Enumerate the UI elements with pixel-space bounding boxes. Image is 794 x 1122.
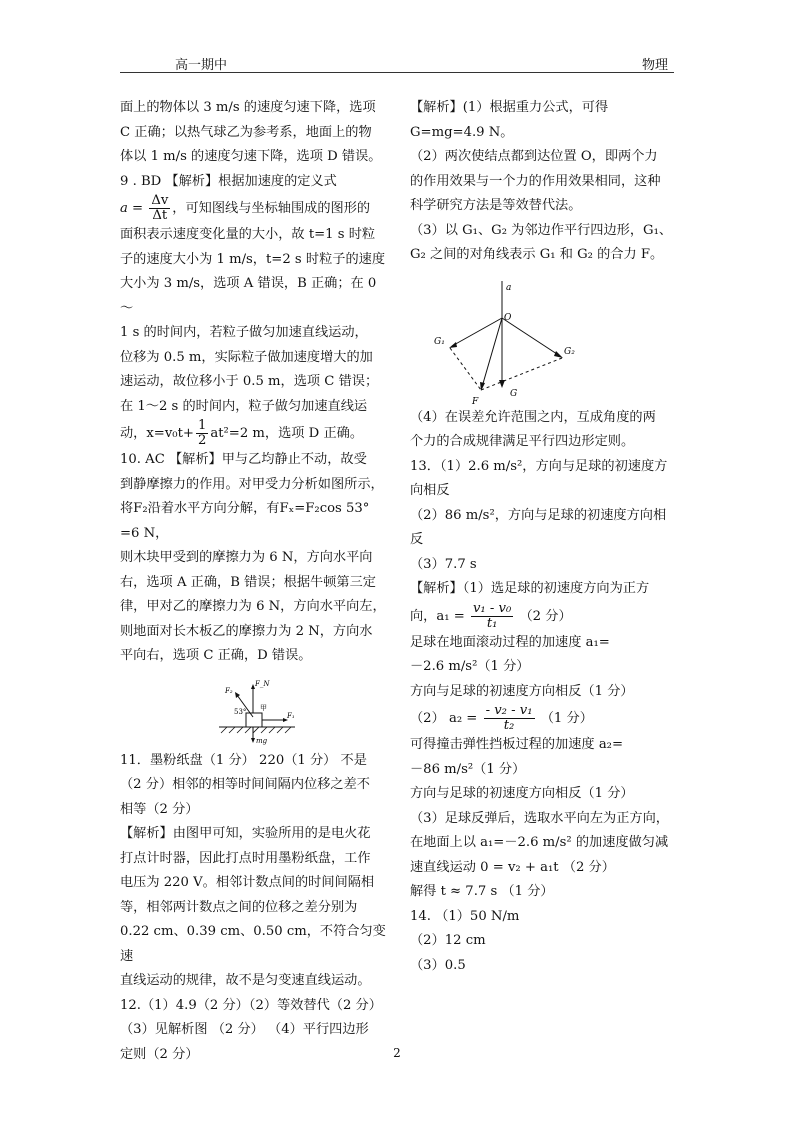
q13-formula-2 bbox=[410, 704, 674, 733]
text-line: （2）86 m/s²，方向与足球的初速度方向相反 bbox=[410, 507, 667, 547]
text-line: （1 分） bbox=[540, 711, 593, 726]
text-line: 打点计时器，因此打点时用墨粉纸盘，工作 bbox=[120, 850, 371, 866]
dashed-side-2 bbox=[481, 358, 562, 390]
label-angle: 53° bbox=[234, 707, 247, 716]
text-line: 解得 t ≈ 7.7 s （1 分） bbox=[410, 884, 554, 899]
header-grade: 高一期中 bbox=[175, 58, 228, 73]
label-a: a bbox=[506, 282, 512, 293]
text-line: （3）以 G₁、G₂ 为邻边作平行四边形，G₁、 bbox=[410, 222, 673, 238]
text-line: 科学研究方法是等效替代法。 bbox=[410, 198, 582, 213]
q10-heading: 10. AC 【解析】甲与乙均静止不动，故受 bbox=[120, 452, 367, 467]
page-header bbox=[120, 52, 674, 73]
parallelogram-diagram bbox=[430, 276, 580, 406]
q9-formula-line bbox=[120, 194, 386, 223]
force-diagram-block bbox=[215, 677, 305, 747]
text-line: 则木块甲受到的摩擦力为 6 N，方向水平向 bbox=[120, 550, 373, 565]
header-subject: 物理 bbox=[641, 58, 668, 73]
text-line: （3）足球反弹后，选取水平向左为正方向， bbox=[410, 810, 669, 826]
label-f: F bbox=[472, 396, 479, 406]
text-line: at²=2 m，选项 D 正确。 bbox=[210, 426, 364, 441]
text-line: 足球在地面滚动过程的加速度 a₁= bbox=[410, 634, 610, 650]
text-line: 速直线运动 0 = v₂ + a₁t （2 分） bbox=[410, 859, 615, 875]
text-line: ，可知图线与坐标轴围成的图形的 bbox=[172, 201, 371, 216]
text-line: 面积表示速度变化量的大小，故 t=1 s 时粒 bbox=[120, 227, 376, 242]
g1-arrow bbox=[452, 318, 502, 346]
q11-heading: 11．墨粉纸盘（1 分） 220（1 分） 不是 bbox=[120, 752, 367, 768]
text-line: （3）7.7 s bbox=[410, 556, 477, 572]
text-line: （2 分） bbox=[519, 608, 572, 624]
text-line: 位移为 0.5 m，实际粒子做加速度增大的加 bbox=[120, 349, 373, 365]
text-line: 可得撞击弹性挡板过程的加速度 a₂= bbox=[410, 737, 624, 752]
text-line: 将F₂沿着水平方向分解，有Fₓ=F₂cos 53° =6 N， bbox=[120, 501, 370, 541]
fraction bbox=[196, 419, 208, 448]
label-g2: G₂ bbox=[564, 346, 575, 357]
text-line: 【解析】由图甲可知，实验所用的是电火花 bbox=[120, 826, 371, 841]
q9-heading: 9 . BD 【解析】根据加速度的定义式 bbox=[120, 173, 337, 189]
mg-arrowhead bbox=[251, 738, 255, 743]
text-line: 面上的物体以 3 m/s 的速度匀速下降，选项 bbox=[120, 100, 376, 115]
label-o: O bbox=[504, 312, 512, 323]
fraction bbox=[484, 704, 535, 733]
text-line: 方向与足球的初速度方向相反（1 分） bbox=[410, 786, 634, 801]
text-line: （4）在误差允许范围之内，互成角度的两 bbox=[410, 409, 656, 425]
q9-final-line bbox=[120, 419, 386, 448]
text-line: 相等（2 分） bbox=[120, 801, 199, 817]
text-line: 电压为 220 V。相邻计数点间的时间间隔相 bbox=[120, 875, 375, 890]
denominator: t₁ bbox=[486, 615, 498, 631]
numerator: - v₂ - v₁ bbox=[485, 703, 533, 718]
text-line: 方向与足球的初速度方向相反（1 分） bbox=[410, 683, 634, 699]
g2-arrow bbox=[502, 318, 560, 356]
text-line: 平向右，选项 C 正确，D 错误。 bbox=[120, 648, 312, 663]
label-g: G bbox=[510, 388, 518, 399]
text-line: 右，选项 A 正确，B 错误；根据牛顿第三定 bbox=[120, 574, 376, 590]
text-line: （2 分）相邻的相等时间间隔内位移之差不 bbox=[120, 777, 370, 792]
g1-arrowhead bbox=[449, 342, 457, 348]
dashed-side-1 bbox=[450, 348, 481, 390]
text-line: －2.6 m/s²（1 分） bbox=[410, 659, 530, 674]
left-column bbox=[120, 96, 386, 1067]
text-line: （2）两次使结点都到达位置 O，即两个力 bbox=[410, 149, 658, 164]
text-line: 个力的合成规律满足平行四边形定则。 bbox=[410, 434, 635, 449]
text-line: 体以 1 m/s 的速度匀速下降，选项 D 错误。 bbox=[120, 149, 382, 164]
text-line: （2） a₂ = bbox=[410, 711, 478, 726]
text-line: C 正确；以热气球乙为参考系，地面上的物 bbox=[120, 124, 372, 140]
text-line: 向，a₁ = bbox=[410, 608, 465, 624]
q12-heading: 12.（1）4.9（2 分）（2）等效替代（2 分） bbox=[120, 997, 382, 1013]
denominator: t₂ bbox=[503, 718, 515, 733]
text-line: 则地面对长木板乙的摩擦力为 2 N，方向水 bbox=[120, 623, 373, 639]
q13-heading: 13．（1）2.6 m/s²，方向与足球的初速度方 bbox=[410, 458, 668, 474]
fraction bbox=[149, 194, 170, 223]
text-line: 【解析】(1）根据重力公式，可得 G=mg=4.9 N。 bbox=[410, 100, 609, 140]
text-line: G₂ 之间的对角线表示 G₁ 和 G₂ 的合力 F。 bbox=[410, 247, 664, 262]
label-mg: mg bbox=[256, 736, 268, 745]
label-g1: G₁ bbox=[434, 336, 445, 347]
f2-arrowhead bbox=[235, 692, 240, 698]
text-line: 子的速度大小为 1 m/s，t=2 s 时粒子的速度 bbox=[120, 251, 386, 267]
text-line: －86 m/s²（1 分） bbox=[410, 761, 526, 777]
denominator: 2 bbox=[197, 433, 207, 448]
label-block: 甲 bbox=[260, 703, 267, 712]
text-line: 1 s 的时间内，若粒子做匀加速直线运动， bbox=[120, 325, 368, 340]
text-line: （2）12 cm bbox=[410, 933, 486, 948]
text-line: 在地面上以 a₁=－2.6 m/s² 的加速度做匀减 bbox=[410, 835, 669, 850]
page-number: 2 bbox=[393, 1046, 401, 1060]
formula-lhs: a = bbox=[120, 201, 144, 216]
label-fn: F_N bbox=[255, 679, 270, 688]
text-line: 向相反 bbox=[410, 483, 450, 498]
denominator: Δt bbox=[152, 208, 168, 223]
block-jia bbox=[246, 713, 262, 727]
text-line: 直线运动的规律，故不是匀变速直线运动。 bbox=[120, 973, 371, 988]
right-column bbox=[410, 96, 674, 978]
text-line: （3）见解析图 （2 分） （4）平行四边形 bbox=[120, 1022, 369, 1037]
text-line: 律，甲对乙的摩擦力为 6 N，方向水平向左， bbox=[120, 599, 386, 614]
text-line: 0.22 cm、0.39 cm、0.50 cm，不符合匀变速 bbox=[120, 924, 386, 964]
fraction bbox=[471, 602, 513, 631]
label-f1: F₁ bbox=[287, 711, 295, 720]
label-f2: F₂ bbox=[225, 686, 233, 695]
text-line: （3）0.5 bbox=[410, 957, 466, 973]
text-line: 在 1～2 s 的时间内，粒子做匀加速直线运 bbox=[120, 398, 368, 414]
numerator: Δv bbox=[151, 193, 169, 208]
q13-formula-1 bbox=[410, 602, 674, 631]
text-line: 大小为 3 m/s，选项 A 错误，B 正确；在 0～ bbox=[120, 276, 377, 316]
text-line: 【解析】（1）选足球的初速度方向为正方 bbox=[410, 581, 650, 596]
text-line: 定则（2 分） bbox=[120, 1046, 199, 1062]
text-line: 到静摩擦力的作用。对甲受力分析如图所示， bbox=[120, 476, 384, 492]
text-line: 等，相邻两计数点之间的位移之差分别为 bbox=[120, 899, 358, 915]
numerator: 1 bbox=[197, 418, 207, 433]
text-line: 的作用效果与一个力的作用效果相同，这种 bbox=[410, 173, 661, 189]
f-arrow bbox=[482, 318, 502, 387]
ground-hatch bbox=[221, 727, 291, 733]
q14-heading: 14. （1）50 N/m bbox=[410, 908, 520, 924]
text-line: 动，x=v₀t+ bbox=[120, 426, 194, 441]
text-line: 速运动，故位移小于 0.5 m，选项 C 错误； bbox=[120, 374, 379, 389]
g2-arrowhead bbox=[554, 351, 563, 358]
numerator: v₁ - v₀ bbox=[472, 600, 512, 616]
